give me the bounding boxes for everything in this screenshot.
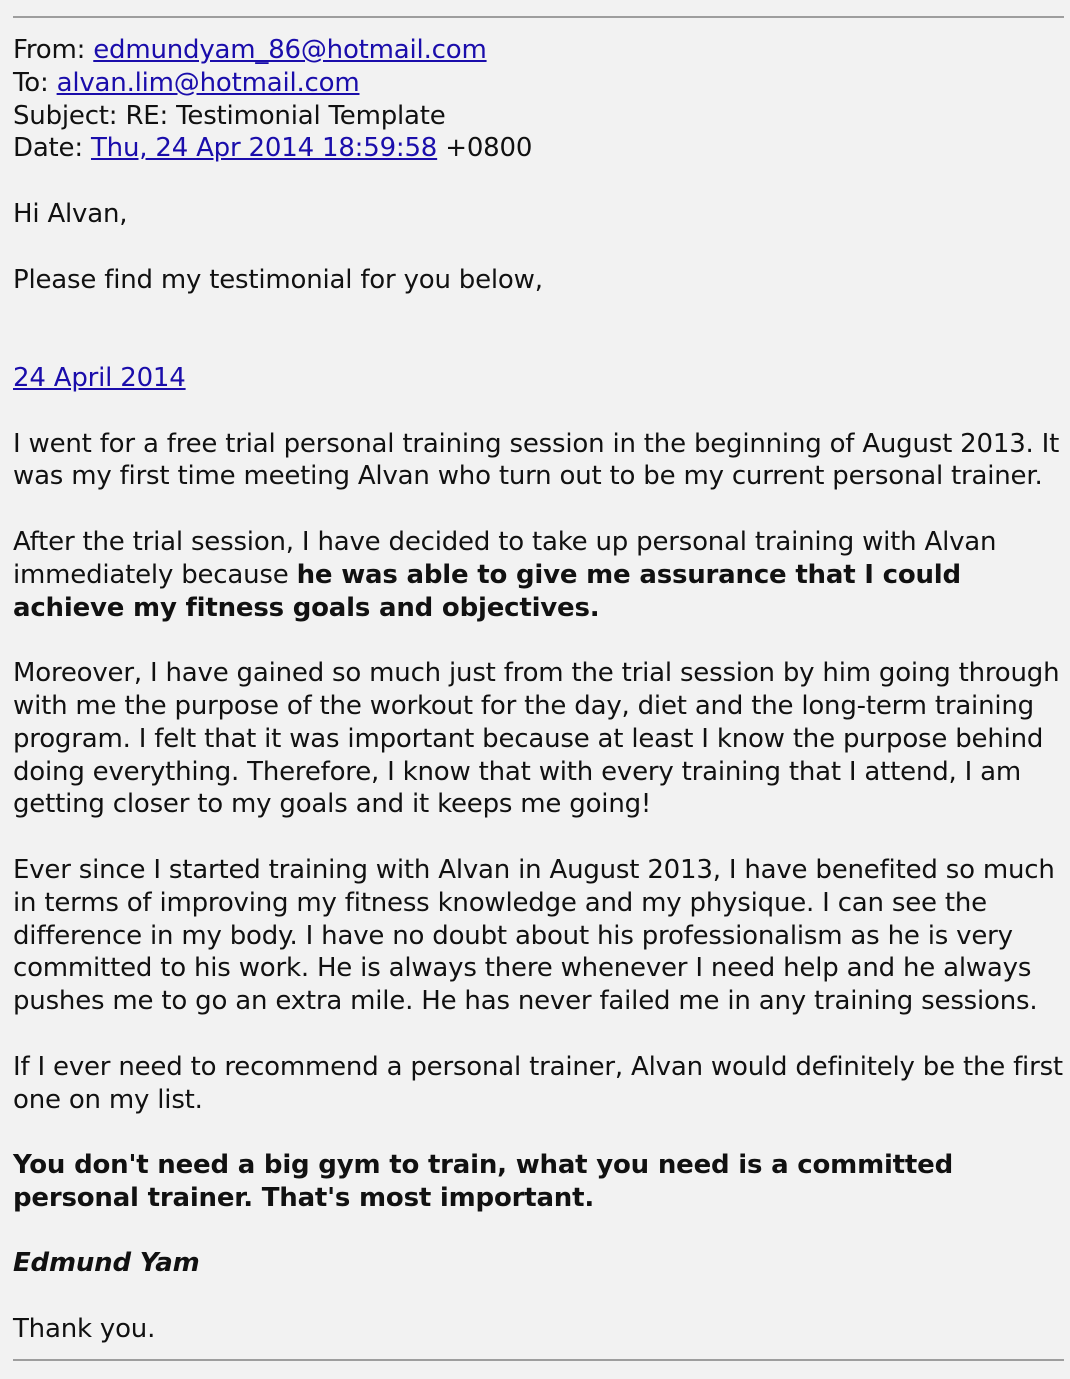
subject-line: [13, 100, 1065, 133]
greeting: Hi Alvan,: [13, 198, 128, 229]
signature: Edmund Yam: [13, 1248, 200, 1279]
to-email-link[interactable]: alvan.lim@hotmail.com: [56, 67, 360, 98]
subject-value: RE: Testimonial Template: [125, 100, 446, 131]
paragraph-2-text: After the trial session, I have decided to take up personal training with Alvan immediately because: [13, 526, 997, 590]
date-timezone: +0800: [445, 133, 533, 164]
closing: Thank you.: [13, 1314, 156, 1345]
top-divider: [13, 16, 1064, 18]
spacer: [13, 165, 1065, 198]
testimonial-date-link[interactable]: 24 April 2014: [13, 362, 186, 393]
bottom-divider: [13, 1359, 1064, 1361]
from-line: [13, 34, 1065, 67]
testimonial-date-paragraph: [13, 362, 1065, 395]
email-message: [13, 34, 1065, 1379]
paragraph-6-bold: You don't need a big gym to train, what you need is a committed personal trainer. That's most important.: [13, 1150, 953, 1213]
from-label: From:: [13, 35, 86, 65]
date-link[interactable]: Thu, 24 Apr 2014 18:59:58: [90, 133, 438, 164]
paragraph-1: I went for a free trial personal training session in the beginning of August 2013. It was my first time meeting Alvan who turn out to be my current personal trainer.: [13, 428, 1060, 492]
paragraph-5: If I ever need to recommend a personal trainer, Alvan would definitely be the first one on my list.: [13, 1051, 1063, 1115]
paragraph-2-bold: he was able to give me assurance that I could achieve my fitness goals and objectives.: [13, 559, 961, 623]
date-label: Date:: [13, 133, 83, 164]
subject-label: Subject:: [13, 100, 118, 131]
date-line: [13, 132, 1065, 165]
paragraph-3: Moreover, I have gained so much just from the trial session by him going through with me the purpose of the workout for the day, diet and the long-term training program. I felt that it was important because at least I know the purpose behind doing everything. Therefore, I know that with every training that I attend, I am getting closer to my goals and it keeps me going!: [13, 658, 1060, 820]
paragraph-6: [13, 1149, 1065, 1215]
to-line: [13, 67, 1065, 100]
paragraph-2: [13, 526, 1065, 624]
spacer: [13, 329, 1065, 362]
intro-line: Please find my testimonial for you below,: [13, 264, 543, 295]
paragraph-4: Ever since I started training with Alvan in August 2013, I have benefited so much in terms of improving my fitness knowledge and my physique. I can see the difference in my body. I have no doubt about his professionalism as he is very committed to his work. He is always there whenever I need help and he always pushes me to go an extra mile. He has never failed me in any training sessions.: [13, 854, 1055, 1017]
from-email-link[interactable]: edmundyam_86@hotmail.com: [93, 35, 487, 65]
to-label: To:: [13, 67, 49, 98]
